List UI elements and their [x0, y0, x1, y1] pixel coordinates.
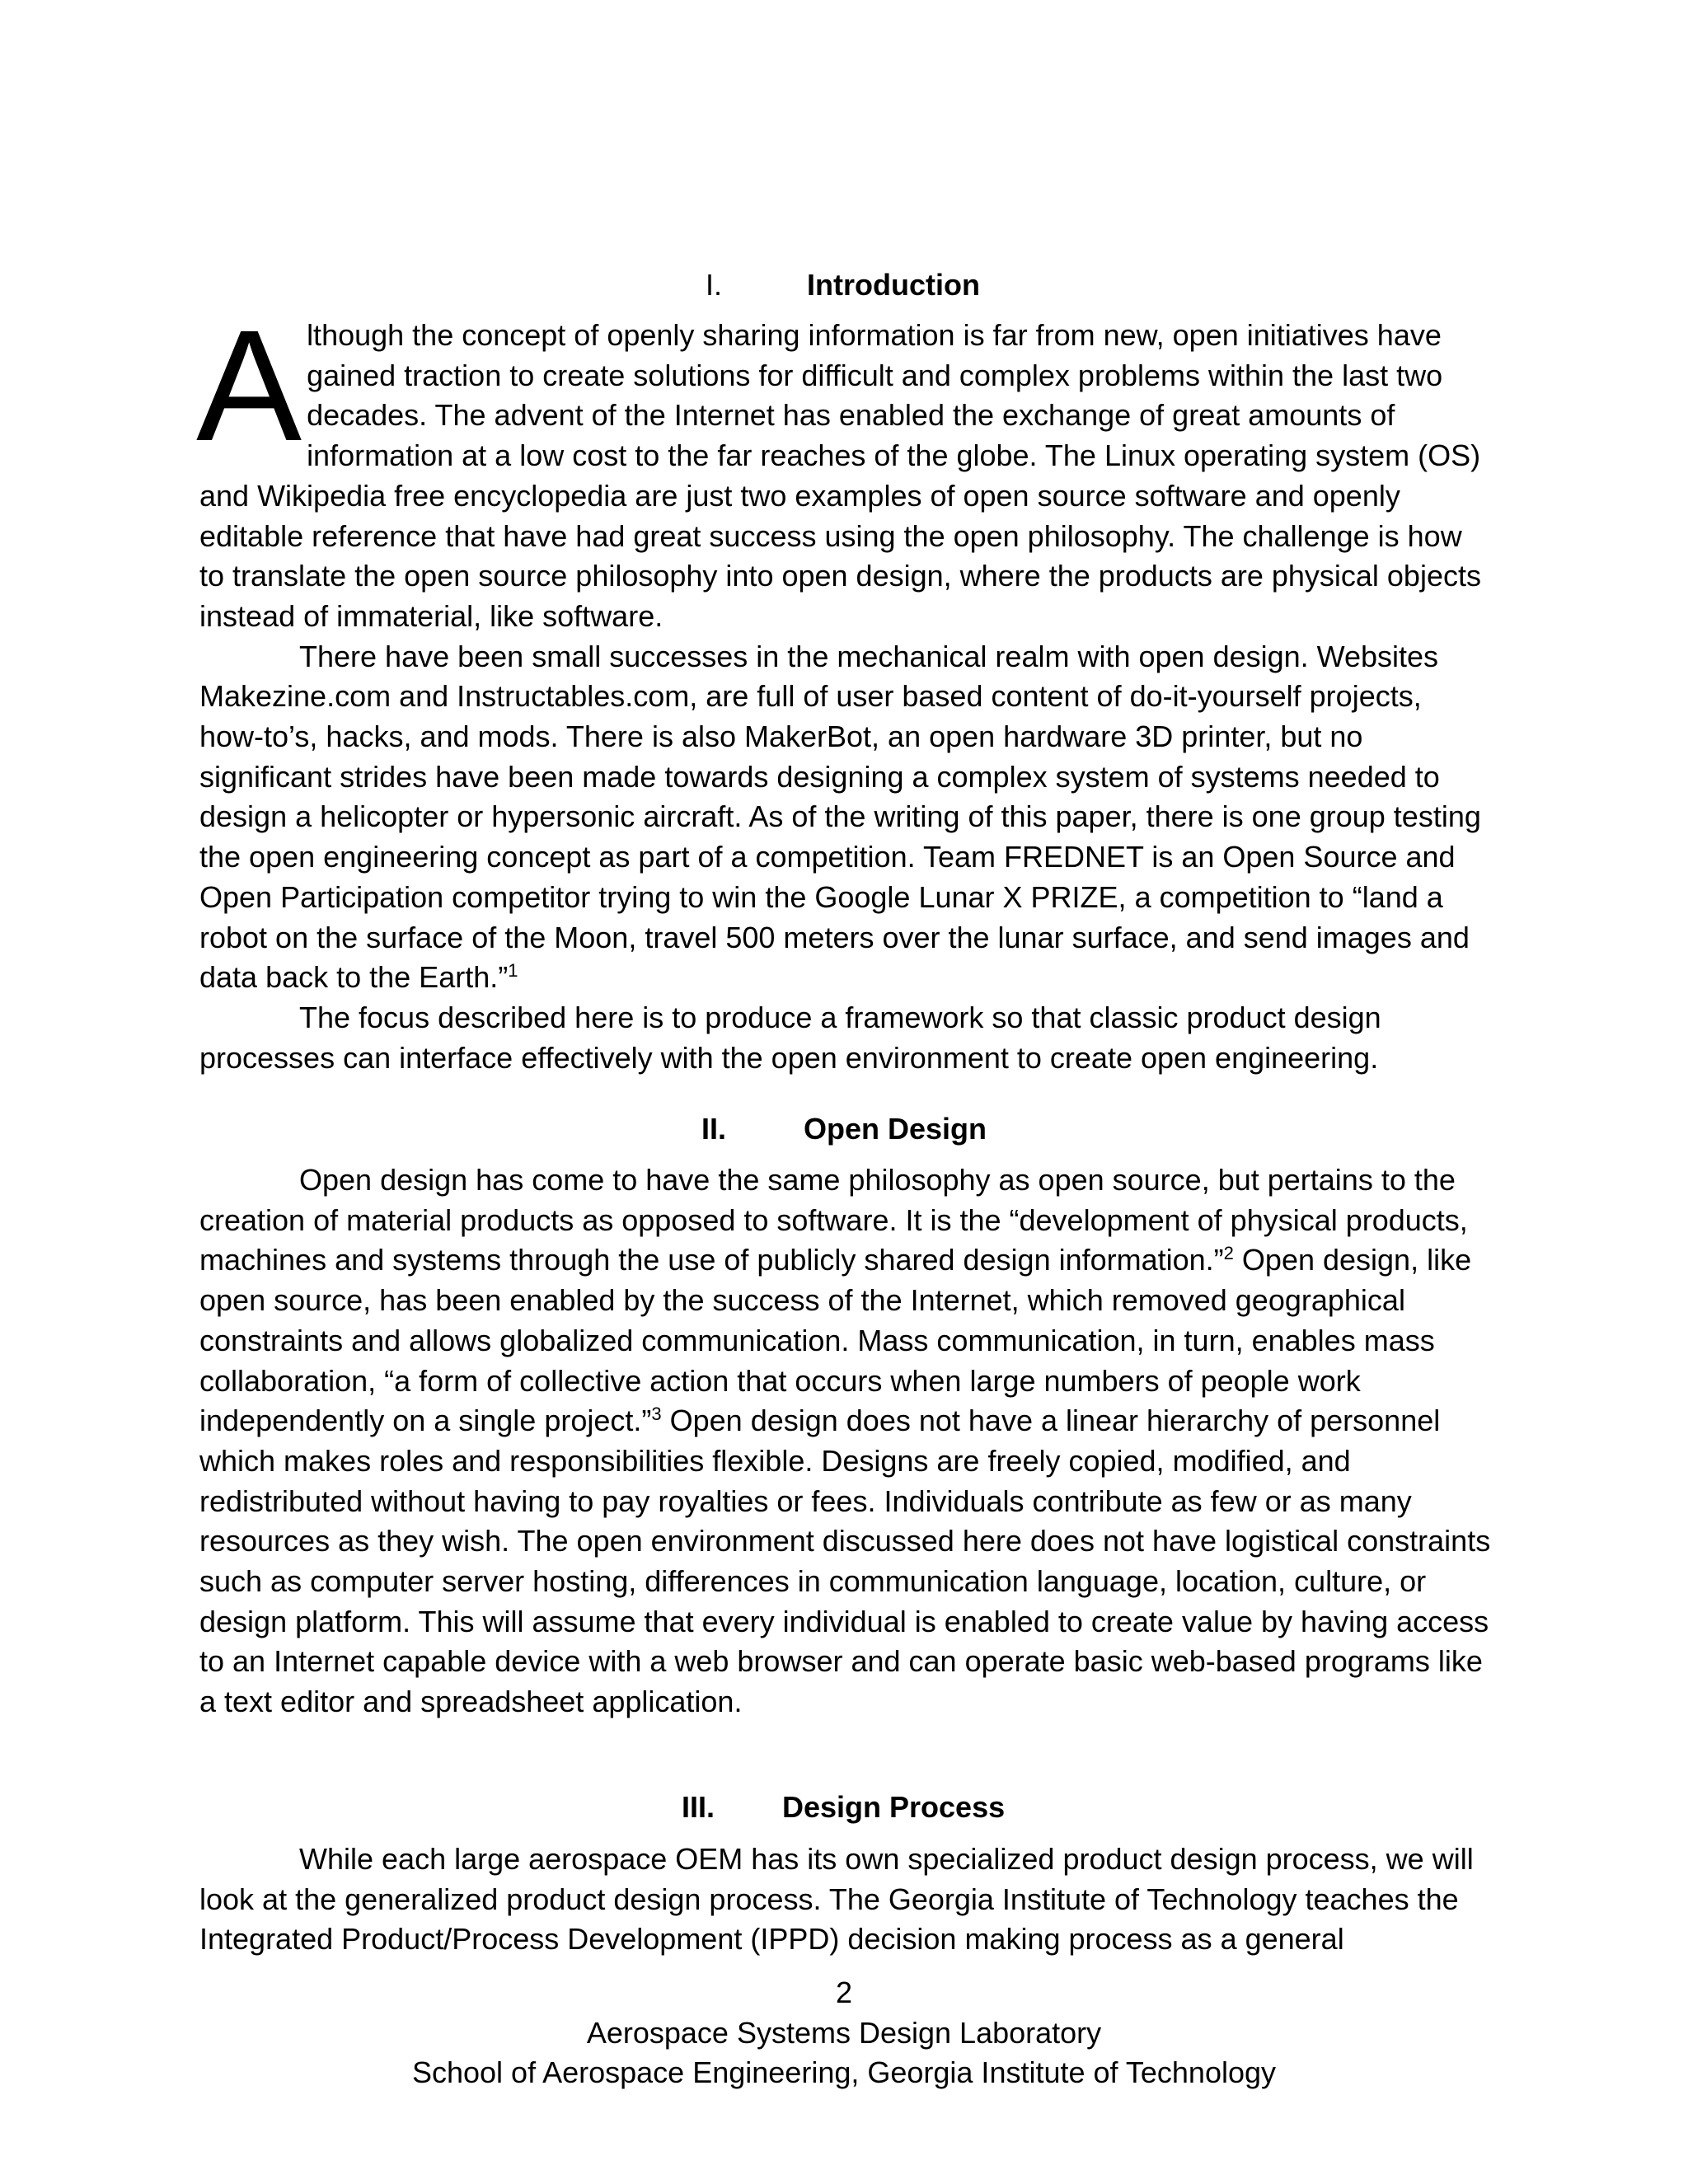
drop-cap: A — [196, 297, 302, 474]
paragraph-text: Open design, like open source, has been enabled by the success of the Internet, which removed geographical constraints and allows globalized communication. Mass communication, in turn, enables mass collaboration, “a form of collective action that occurs when large numbers of people work independently on a single project.” — [199, 1243, 1472, 1438]
paragraph — [199, 998, 1492, 1078]
footer-school-name: School of Aerospace Engineering, Georgia Institute of Technology — [411, 2055, 1277, 2089]
section-title: Open Design — [804, 1112, 987, 1146]
paragraph — [199, 1840, 1492, 1960]
paragraph — [196, 297, 1492, 637]
section-body-open-design — [199, 1160, 1492, 1722]
section-body-design-process — [199, 1840, 1492, 1960]
section-title: Design Process — [782, 1790, 1006, 1824]
paragraph — [199, 1160, 1492, 1722]
paragraph-text: lthough the concept of openly sharing information is far from new, open initiatives have gained traction to create solutions for difficult and complex problems within the last two decades. The advent of the Internet has enabled the exchange of great amounts of information at a low cost to the far reaches of the globe. The Linux operating system (OS) and Wikipedia free encyclopedia are just two examples of open source software and openly editable reference that have had great success using the open philosophy. The challenge is how to translate the open source philosophy into open design, where the products are physical objects instead of immaterial, like software. — [199, 318, 1481, 633]
section-title: Introduction — [807, 268, 980, 302]
paragraph-text: Open design has come to have the same philosophy as open source, but pertains to the creation of material products as opposed to software. It is the “development of physical products, machines and systems through the use of publicly shared design information.” — [199, 1163, 1468, 1277]
section-body-introduction — [196, 297, 1492, 1078]
footer-lab-name: Aerospace Systems Design Laboratory — [586, 2016, 1102, 2050]
paragraph-text: There have been small successes in the mechanical realm with open design. Websites Makezine.com and Instructables.com, are full of user based content of do-it-yourself projects, how-to’s, hacks, and mods. There is also MakerBot, an open hardware 3D printer, but no significant strides have been made towards designing a complex system of systems needed to design a helicopter or hypersonic aircraft. As of the writing of this paper, there is one group testing the open engineering concept as part of a competition. Team FREDNET is an Open Source and Open Participation competitor trying to win the Google Lunar X PRIZE, a competition to “land a robot on the surface of the Moon, travel 500 meters over the lunar surface, and send images and data back to the Earth.” — [199, 639, 1481, 995]
footnote-marker: 2 — [1223, 1243, 1234, 1264]
paragraph-text: Open design does not have a linear hierarchy of personnel which makes roles and responsibilities flexible. Designs are freely copied, modified, and redistributed without having to pay royalties or fees. Individuals contribute as few or as many resources as they wish. The open environment discussed here does not have logistical constraints such as computer server hosting, differences in communication language, location, culture, or design platform. This will assume that every individual is enabled to create value by having access to an Internet capable device with a web browser and can operate basic web-based programs like a text editor and spreadsheet application. — [199, 1404, 1491, 1719]
paragraph-text: While each large aerospace OEM has its own specialized product design process, we will look at the generalized product design process. The Georgia Institute of Technology teaches the Integrated Product/Process Development (IPPD) decision making process as a general — [199, 1842, 1474, 1957]
section-number: III. — [682, 1790, 715, 1824]
page-number: 2 — [835, 1975, 853, 2009]
paragraph — [199, 637, 1492, 998]
paragraph-text: The focus described here is to produce a framework so that classic product design processes can interface effectively with the open environment to create open engineering. — [199, 1000, 1381, 1075]
footnote-marker: 3 — [651, 1404, 662, 1425]
section-number: I. — [706, 268, 723, 302]
section-number: II. — [701, 1112, 727, 1146]
footnote-marker: 1 — [508, 960, 518, 982]
